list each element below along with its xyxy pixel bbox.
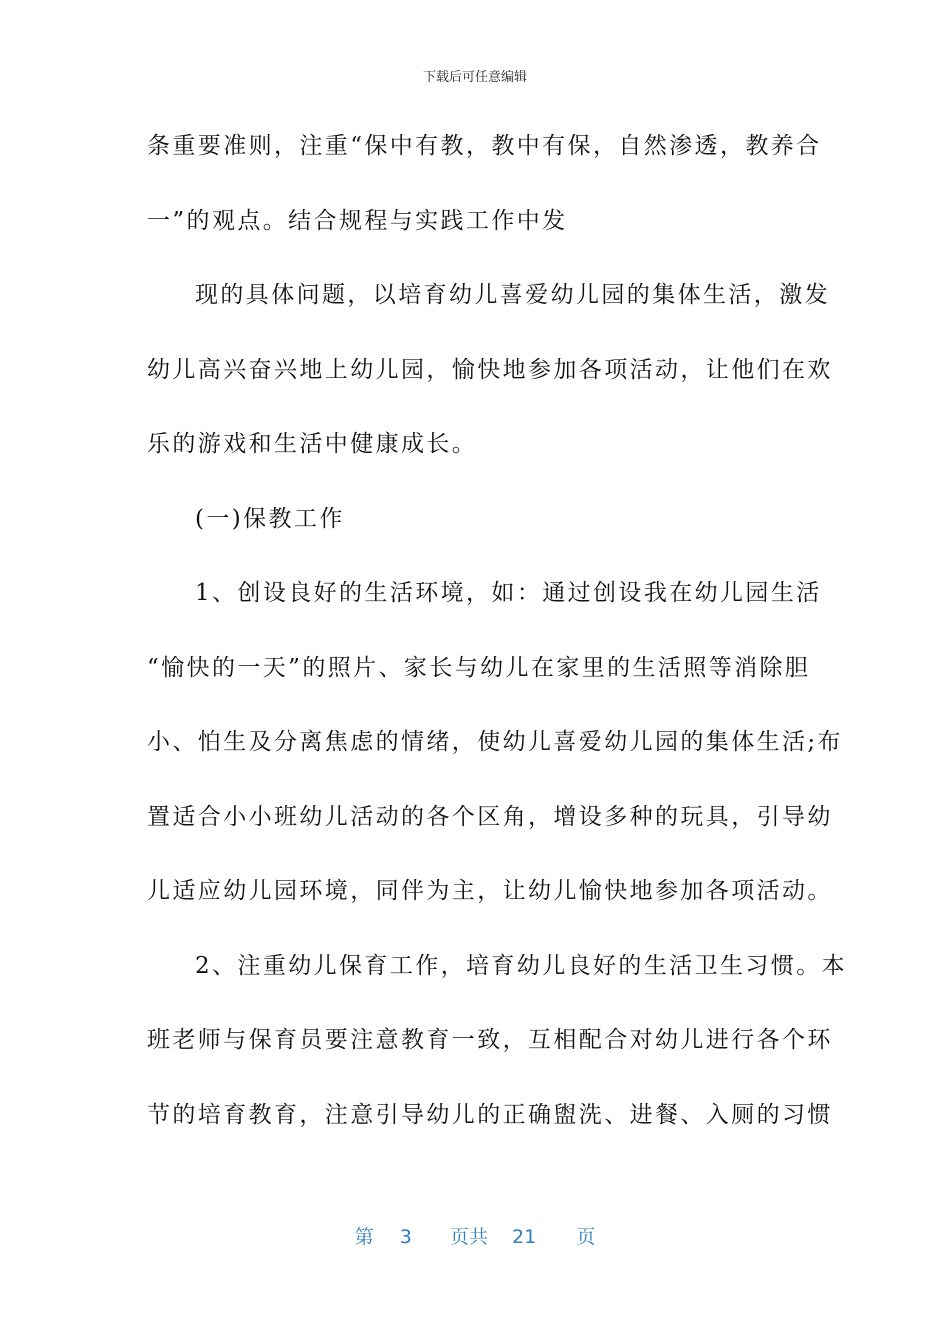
body-line: 幼儿高兴奋兴地上幼儿园，愉快地参加各项活动，让他们在欢	[147, 356, 833, 383]
section-heading: (一)保教工作	[195, 505, 345, 532]
footer-suffix: 页	[576, 1226, 596, 1248]
body-line: 儿适应幼儿园环境，同伴为主，让幼儿愉快地参加各项活动。	[147, 878, 833, 904]
footer-middle: 页共	[449, 1226, 488, 1248]
body-line: 乐的游戏和生活中健康成长。	[147, 431, 478, 457]
body-line: 小、怕生及分离焦虑的情绪，使幼儿喜爱幼儿园的集体生活;布	[147, 729, 843, 755]
paragraph-start: 1、创设良好的生活环境，如：通过创设我在幼儿园生活	[195, 580, 822, 606]
body-line: 条重要准则，注重“保中有教，教中有保，自然渗透，教养合	[147, 133, 822, 159]
body-line: 班老师与保育员要注意教育一致，互相配合对幼儿进行各个环	[147, 1027, 833, 1053]
footer-prefix: 第	[354, 1226, 374, 1248]
body-line: 节的培育教育，注意引导幼儿的正确盥洗、进餐、入厕的习惯	[147, 1101, 833, 1128]
page-header: 下载后可任意编辑	[422, 70, 527, 85]
body-line: 置适合小小班幼儿活动的各个区角，增设多种的玩具，引导幼	[147, 803, 833, 830]
paragraph-start: 现的具体问题，以培育幼儿喜爱幼儿园的集体生活，激发	[195, 282, 830, 308]
paragraph-start: 2、注重幼儿保育工作，培育幼儿良好的生活卫生习惯。本	[195, 952, 848, 979]
body-line: 一”的观点。结合规程与实践工作中发	[147, 207, 568, 234]
page-footer	[0, 1222, 950, 1249]
total-pages: 21	[512, 1226, 537, 1248]
current-page-number: 3	[399, 1226, 412, 1248]
document-body	[147, 117, 848, 1160]
body-line: “愉快的一天”的照片、家长与幼儿在家里的生活照等消除胆	[147, 654, 811, 681]
